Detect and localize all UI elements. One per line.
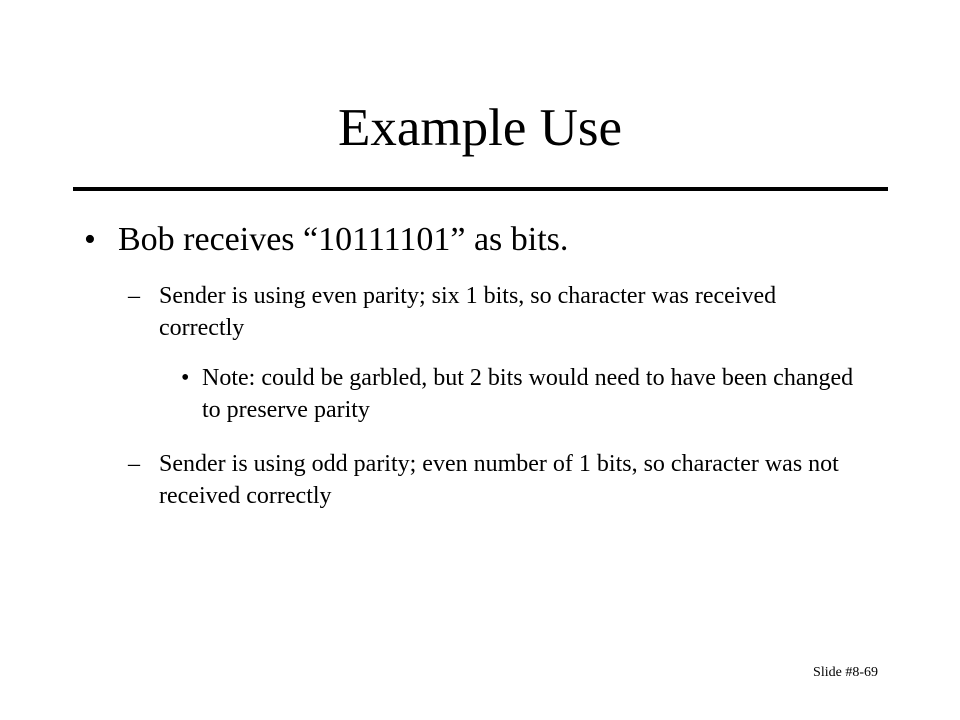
sub-bullet-item: [128, 280, 858, 344]
sub-sub-bullet-item: [181, 362, 861, 426]
sub-bullet-text: Sender is using even parity; six 1 bits, so character was received correctly: [159, 283, 777, 341]
dash-marker: –: [128, 283, 140, 309]
slide-title: Example Use: [337, 99, 623, 157]
bullet-marker: •: [181, 365, 190, 391]
sub-sub-bullet-text: Note: could be garbled, but 2 bits would need to have been changed to preserve parity: [202, 365, 854, 423]
bullet-text: Bob receives “10111101” as bits.: [118, 221, 569, 258]
sub-bullet-item: [128, 448, 858, 512]
title-divider: [73, 187, 888, 191]
bullet-marker: •: [84, 221, 96, 258]
slide-number: Slide #8-69: [813, 665, 878, 680]
dash-marker: –: [128, 451, 140, 477]
sub-bullet-text: Sender is using odd parity; even number of 1 bits, so character was not received correctly: [159, 451, 839, 509]
